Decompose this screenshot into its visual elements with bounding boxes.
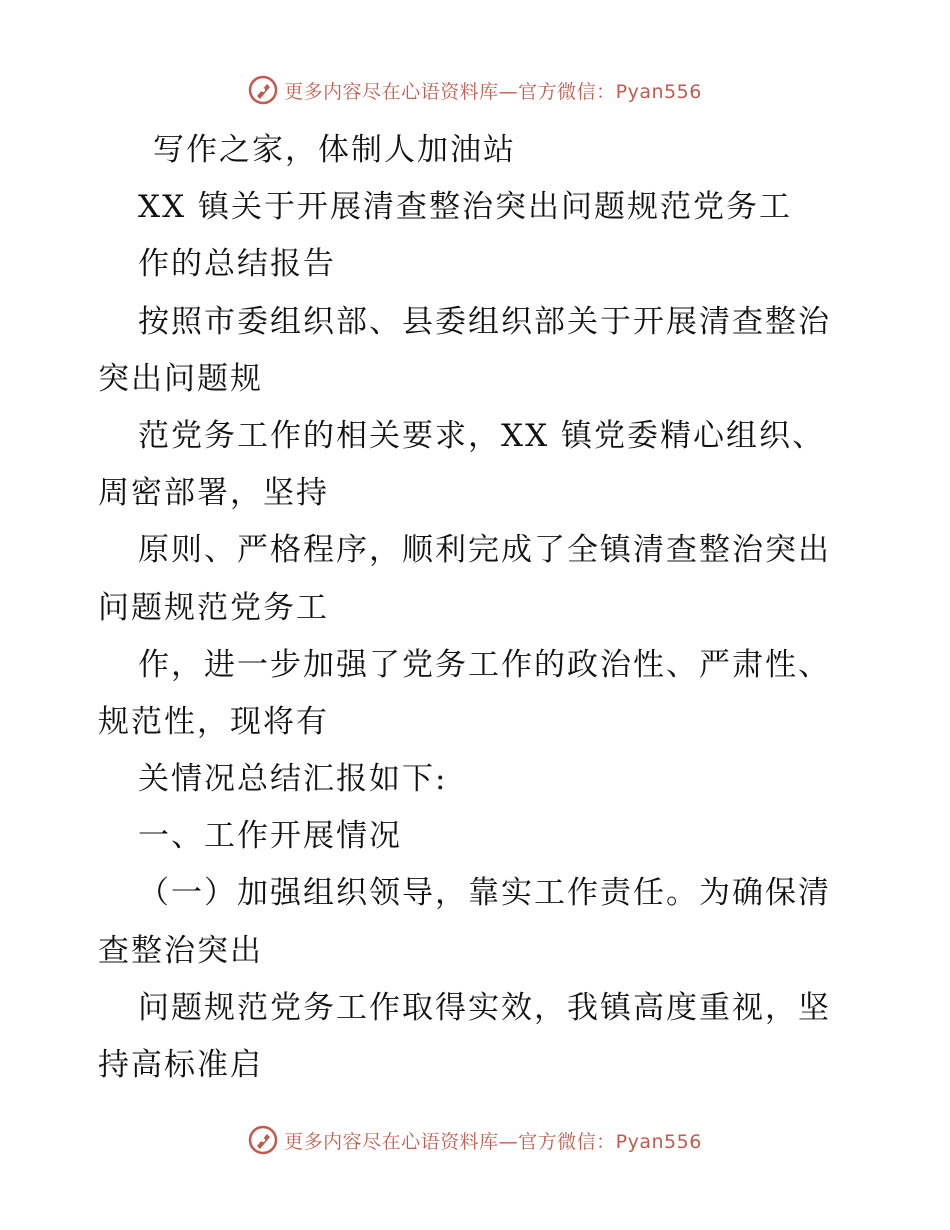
section-heading-1: 一、工作开展情况 [138, 818, 402, 855]
doc-line-14: （一）加强组织领导，靠实工作责任。为确保清 [138, 875, 831, 912]
document-body [98, 122, 858, 1094]
footer-banner-text: 更多内容尽在心语资料库—官方微信：Pyan556 [284, 1130, 702, 1153]
doc-line-15: 查整治突出 [98, 932, 263, 969]
footer-banner [0, 1120, 950, 1160]
doc-line-11: 规范性，现将有 [98, 703, 329, 740]
doc-line-12: 关情况总结汇报如下: [138, 761, 448, 798]
doc-title-line-2: 作的总结报告 [138, 246, 336, 283]
doc-line-10: 作，进一步加强了党务工作的政治性、严肃性、 [138, 646, 831, 683]
doc-line-17: 持高标准启 [98, 1047, 263, 1083]
doc-line-4: 按照市委组织部、县委组织部关于开展清查整治 [138, 303, 831, 340]
doc-line-16: 问题规范党务工作取得实效，我镇高度重视，坚 [138, 989, 831, 1026]
doc-line-7: 周密部署，坚持 [98, 475, 329, 512]
header-banner-text: 更多内容尽在心语资料库—官方微信：Pyan556 [284, 80, 702, 103]
doc-line-6: 范党务工作的相关要求，XX 镇党委精心组织、 [138, 417, 825, 454]
doc-line-8: 原则、严格程序，顺利完成了全镇清查整治突出 [138, 532, 831, 569]
doc-line-1: 写作之家，体制人加油站 [153, 132, 516, 168]
pen-nib-icon [248, 1125, 278, 1155]
pen-nib-icon [248, 75, 278, 105]
doc-line-5: 突出问题规 [98, 360, 263, 397]
doc-title-line-1: XX 镇关于开展清查整治突出问题规范党务工 [138, 189, 792, 226]
header-banner [0, 70, 950, 110]
doc-line-9: 问题规范党务工 [98, 589, 329, 626]
